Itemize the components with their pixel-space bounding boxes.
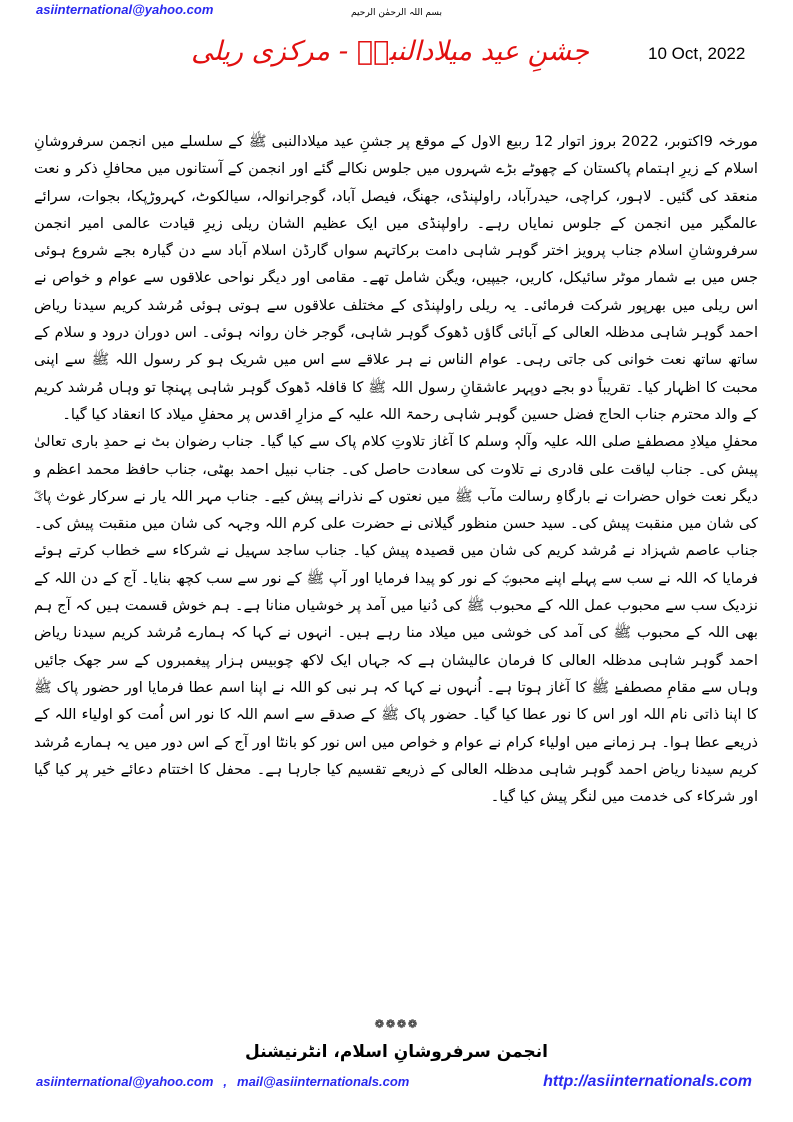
article-paragraph: مورخہ 9اکتوبر، 2022 بروز اتوار 12 ربیع الاول کے موقع پر جشنِ عید میلادالنبی ﷺ کے سلسلے میں انجمن سرفروشانِ اسلام کے زیرِ اہتمام پاکستان کے چھوٹے بڑے شہروں میں جلوس نکالے گئے اور انجمن کے آستانوں میں محافلِ ذکر و نعت منعقد کی گئیں۔ لاہور، کراچی، حیدرآباد، راولپنڈی، جھنگ، فیصل آباد، گوجرانوالہ، سیالکوٹ، کہروڑپکا، بجوات، سرائے عالمگیر میں انجمن کے جلوس نمایاں رہے۔ راولپنڈی میں ایک عظیم الشان ریلی زیرِ قیادت عالمی امیر انجمن سرفروشانِ اسلام جناب پرویز اختر گوہر شاہی دامت برکاتہم سواں گارڈن اسلام آباد سے دن گیارہ بجے شروع ہوئی جس میں بے شمار موٹر سائیکل، کاریں، جیپیں، ویگن شامل تھے۔ مقامی اور دیگر نواحی علاقوں سے عوام و خواص نے اس ریلی میں بھرپور شرکت فرمائی۔ یہ ریلی راولپنڈی کے مختلف علاقوں سے ہوتی ہوئی مُرشد کریم سیدنا ریاض احمد گوہر شاہی مدظلہ العالی کے آبائی گاؤں ڈھوک گوہر شاہی، گوجر خان روانہ ہوئی۔ اس دوران درود و سلام کے ساتھ ساتھ نعت خوانی کی جاتی رہی۔ عوام الناس نے ہر علاقے سے اس میں شریک ہو کر رسول اللہ ﷺ سے اپنی محبت کا اظہار کیا۔ تقریباً دو بجے دوپہر عاشقانِ رسول اللہ ﷺ کا قافلہ ڈھوک گوہر شاہی پہنچا تو وہاں مُرشد کریم کے والد محترم جناب الحاج فضل حسین گوہر شاہی رحمۃ اللہ علیہ کے مزارِ اقدس پر محفلِ میلاد کا انعقاد کیا گیا۔ — [34, 133, 758, 423]
footer-separator: , — [223, 1074, 228, 1089]
bismillah-heading: بسم اللہ الرحمٰن الرحیم — [351, 8, 442, 18]
article-date: 10 Oct, 2022 — [648, 44, 746, 63]
footer-website-link[interactable]: http://asiinternationals.com — [543, 1073, 752, 1090]
flower-divider-icon: ❁❁❁❁ — [374, 1017, 419, 1031]
article-title: جشنِ عید میلادالنبیؐ - مرکزی ریلی — [191, 36, 589, 67]
footer-email-link[interactable]: asiinternational@yahoo.com — [36, 1074, 214, 1089]
footer-links — [36, 1073, 752, 1091]
organization-name: انجمن سرفروشانِ اسلام، انٹرنیشنل — [245, 1042, 548, 1062]
article-body — [34, 128, 758, 810]
header-email-link[interactable]: asiinternational@yahoo.com — [36, 2, 214, 17]
article-paragraph: محفلِ میلادِ مصطفےٰ صلی اللہ علیہ وآلہٖ وسلم کا آغاز تلاوتِ کلام پاک سے کیا گیا۔ جناب رضوان بٹ نے حمدِ باری تعالیٰ پیش کی۔ جناب لیاقت علی قادری نے تلاوت کی سعادت حاصل کی۔ جناب نبیل احمد بھٹی، جناب حافظ محمد اعظم و دیگر نعت خواں حضرات نے بارگاہِ رسالت مآب ﷺ میں نعتوں کے نذرانے پیش کیے۔ جناب مہر اللہ یار نے سرکار غوث پاکؓ کی شان میں منقبت پیش کی۔ سید حسن منظور گیلانی نے حضرت علی کرم اللہ وجہہ کی شان میں منقبت پیش کی۔ جناب عاصم شہزاد نے مُرشد کریم کی شان میں قصیدہ پیش کیا۔ جناب ساجد سہیل نے شرکاء سے خطاب کرتے ہوئے فرمایا کہ اللہ نے سب سے پہلے اپنے محبوبؐ کے نور کو پیدا فرمایا اور آپ ﷺ کے نور سے سب کچھ بنایا۔ آج کے دن اللہ کے نزدیک سب سے محبوب عمل اللہ کے محبوب ﷺ کی دُنیا میں آمد پر خوشیاں منانا ہے۔ ہم خوش قسمت ہیں کہ آج ہم بھی اللہ کے محبوب ﷺ کی آمد کی خوشی میں میلاد منا رہے ہیں۔ انہوں نے کہا کہ ہمارے مُرشد کریم سیدنا ریاض احمد گوہر شاہی مدظلہ العالی کا فرمان عالیشان ہے کہ جہاں ایک لاکھ چوبیس ہزار پیغمبروں کے سر جھک جائیں وہاں سے مقامِ مصطفےٰ ﷺ کا آغاز ہوتا ہے۔ اُنہوں نے کہا کہ ہر نبی کو اللہ نے اپنا اسم عطا فرمایا اور حضور پاک ﷺ کا اپنا ذاتی نام اللہ اور اس کا نور عطا کیا گیا۔ حضور پاک ﷺ کے صدقے سے اسم اللہ کا نور اس اُمت کو اولیاء اللہ کے ذریعے عطا ہوا۔ ہر زمانے میں اولیاء کرام نے عوام و خواص میں اس نور کو بانٹا اور آج کے اس دور میں یہ ہمارے مُرشد کریم سیدنا ریاض احمد گوہر شاہی مدظلہ العالی کے ذریعے تقسیم کیا جارہا ہے۔ محفل کا اختتام دعائے خیر پر کیا گیا اور شرکاء کی خدمت میں لنگر پیش کیا گیا۔ — [34, 433, 758, 806]
footer-mail-link[interactable]: mail@asiinternationals.com — [237, 1074, 410, 1089]
